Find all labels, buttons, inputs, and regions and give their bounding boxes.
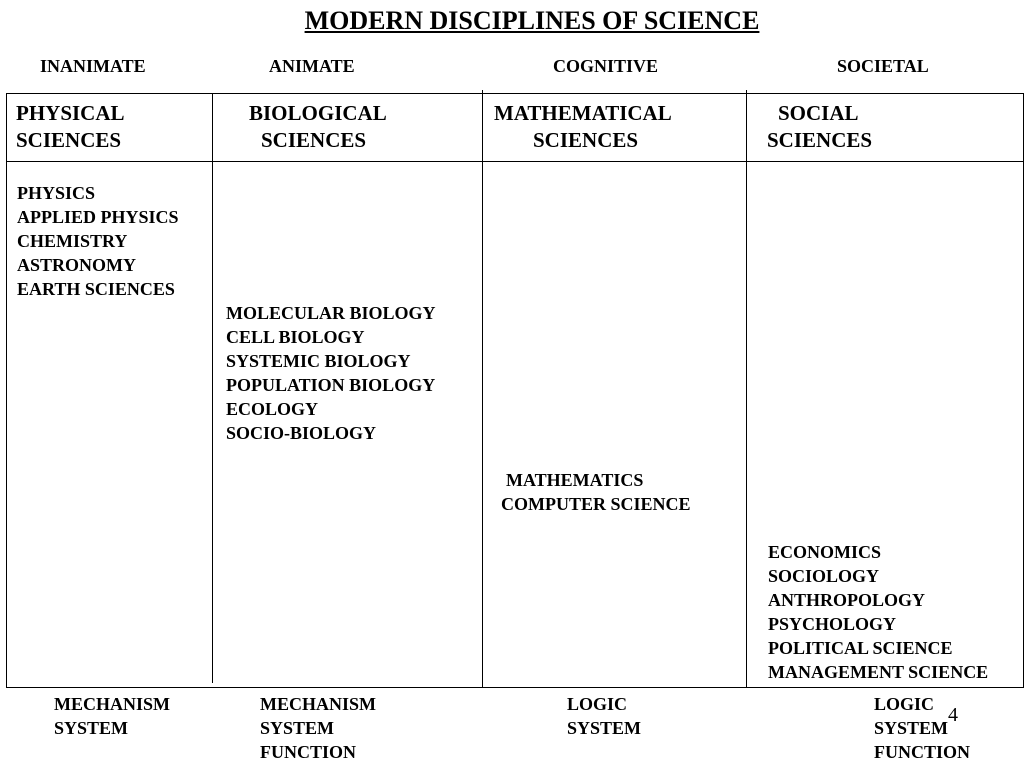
category-cognitive: COGNITIVE [553,56,659,76]
heading-line: SCIENCES [16,128,122,152]
table-left-border [6,93,7,688]
column-divider-1 [212,93,213,683]
footer-line: SYSTEM [54,718,129,738]
heading-line: BIOLOGICAL [249,101,387,125]
heading-line: SOCIAL [778,101,859,125]
footer-line: SYSTEM [260,718,335,738]
footer-line: LOGIC [874,694,935,714]
heading-line: MATHEMATICAL [494,101,672,125]
footer-line: SYSTEM [567,718,642,738]
list-item: ECONOMICS [768,542,882,562]
list-item: MANAGEMENT SCIENCE [768,662,989,682]
mathematical-sciences-list [501,468,691,516]
list-item: ECOLOGY [226,399,319,419]
footer-social [874,692,970,764]
footer-line: SYSTEM [874,718,949,738]
table-header-divider [6,161,1024,162]
category-inanimate: INANIMATE [40,56,146,76]
table-bottom-border [6,687,1024,688]
table-top-border [6,93,1024,94]
column-divider-2 [482,90,483,688]
list-item: ANTHROPOLOGY [768,590,926,610]
heading-line: SCIENCES [261,128,367,152]
heading-physical-sciences [16,100,125,154]
footer-mathematical [567,692,641,740]
list-item: POPULATION BIOLOGY [226,375,436,395]
heading-line: PHYSICAL [16,101,125,125]
list-item: PHYSICS [17,183,96,203]
physical-sciences-list [17,181,179,301]
footer-line: FUNCTION [874,742,971,762]
heading-mathematical-sciences [494,100,672,154]
list-item: PSYCHOLOGY [768,614,897,634]
column-divider-3 [746,90,747,688]
list-item: ASTRONOMY [17,255,137,275]
biological-sciences-list [226,301,436,445]
page-title: MODERN DISCIPLINES OF SCIENCE [304,6,760,35]
footer-line: LOGIC [567,694,628,714]
list-item: MOLECULAR BIOLOGY [226,303,436,323]
category-animate: ANIMATE [269,56,355,76]
list-item: EARTH SCIENCES [17,279,175,299]
heading-biological-sciences [249,100,387,154]
heading-social-sciences [767,100,872,154]
list-item: CHEMISTRY [17,231,128,251]
heading-line: SCIENCES [533,128,639,152]
page-number: 4 [948,704,958,726]
footer-line: MECHANISM [260,694,376,714]
list-item: SOCIO-BIOLOGY [226,423,377,443]
list-item: MATHEMATICS [506,470,644,490]
footer-line: MECHANISM [54,694,170,714]
footer-line: FUNCTION [260,742,357,762]
list-item: APPLIED PHYSICS [17,207,179,227]
list-item: CELL BIOLOGY [226,327,365,347]
list-item: SOCIOLOGY [768,566,880,586]
list-item: COMPUTER SCIENCE [501,494,691,514]
category-societal: SOCIETAL [837,56,929,76]
footer-physical [54,692,170,740]
footer-biological [260,692,376,764]
list-item: SYSTEMIC BIOLOGY [226,351,411,371]
social-sciences-list [768,540,988,684]
heading-line: SCIENCES [767,128,873,152]
list-item: POLITICAL SCIENCE [768,638,953,658]
